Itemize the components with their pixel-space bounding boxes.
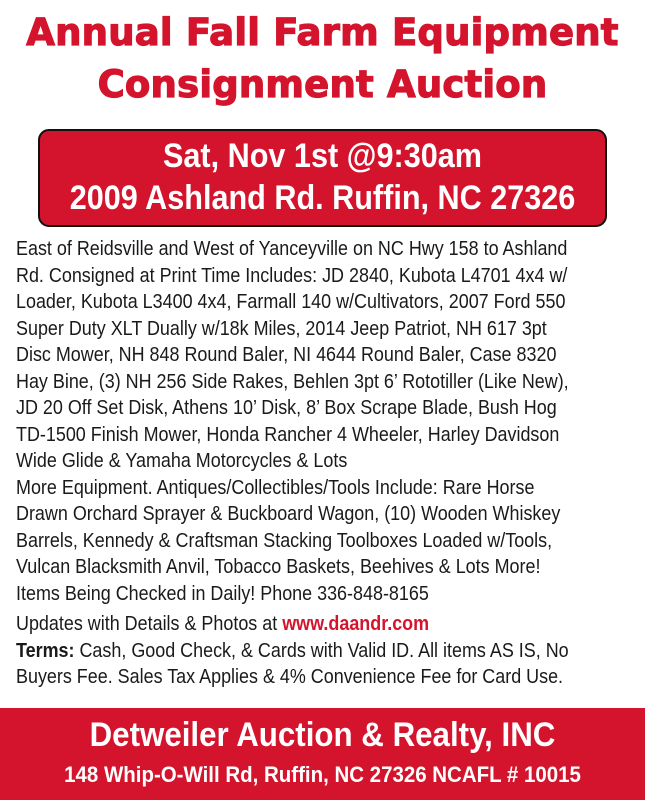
description-line: Super Duty XLT Dually w/18k Miles, 2014 Jeep Patriot, NH 617 3pt <box>16 316 547 340</box>
updates-text: Updates with Details & Photos at <box>16 612 283 635</box>
description-line: Disc Mower, NH 848 Round Baler, NI 4644 Round Baler, Case 8320 <box>16 343 557 366</box>
description-line: Barrels, Kennedy & Craftsman Stacking Toolboxes Loaded w/Tools, <box>16 528 553 552</box>
terms-text-1: Cash, Good Check, & Cards with Valid ID. All items AS IS, No <box>74 638 569 662</box>
updates-line <box>16 611 576 638</box>
description-line: Items Being Checked in Daily! Phone 336-848-8165 <box>16 581 429 605</box>
event-address: 2009 Ashland Rd. Ruffin, NC 27326 <box>69 179 576 217</box>
company-address: 148 Whip-O-Will Rd, Ruffin, NC 27326 NCAFL # 10015 <box>64 762 581 787</box>
headline-line-2: Consignment Auction <box>97 63 548 106</box>
event-date-time: Sat, Nov 1st @9:30am <box>163 137 482 175</box>
description-line: JD 20 Off Set Disk, Athens 10’ Disk, 8’ Box Scrape Blade, Bush Hog <box>16 396 557 419</box>
footer-banner <box>0 708 645 800</box>
description-line: Vulcan Blacksmith Anvil, Tobacco Baskets, Beehives & Lots More! <box>16 555 541 578</box>
event-info-box <box>38 129 607 227</box>
company-name: Detweiler Auction & Realty, INC <box>89 716 556 754</box>
headline-line-1: Annual Fall Farm Equipment <box>26 11 619 54</box>
description-line: Wide Glide & Yamaha Motorcycles & Lots <box>16 449 348 472</box>
description-line: Loader, Kubota L3400 4x4, Farmall 140 w/Cultivators, 2007 Ford 550 <box>16 290 566 313</box>
terms-line-1 <box>16 638 576 665</box>
description-text <box>16 236 576 691</box>
terms-label: Terms: <box>16 638 75 662</box>
description-line: TD-1500 Finish Mower, Honda Rancher 4 Wheeler, Harley Davidson <box>16 422 560 446</box>
description-line: East of Reidsville and West of Yanceyville on NC Hwy 158 to Ashland <box>16 237 568 260</box>
description-line: Rd. Consigned at Print Time Includes: JD 2840, Kubota L4701 4x4 w/ <box>16 263 568 287</box>
description-line: More Equipment. Antiques/Collectibles/Tools Include: Rare Horse <box>16 475 535 499</box>
description-line: Drawn Orchard Sprayer & Buckboard Wagon, (10) Wooden Whiskey <box>16 502 561 525</box>
terms-line-2: Buyers Fee. Sales Tax Applies & 4% Convenience Fee for Card Use. <box>16 665 564 688</box>
description-line: Hay Bine, (3) NH 256 Side Rakes, Behlen 3pt 6’ Rototiller (Like New), <box>16 369 569 393</box>
website-link[interactable]: www.daandr.com <box>282 612 430 635</box>
